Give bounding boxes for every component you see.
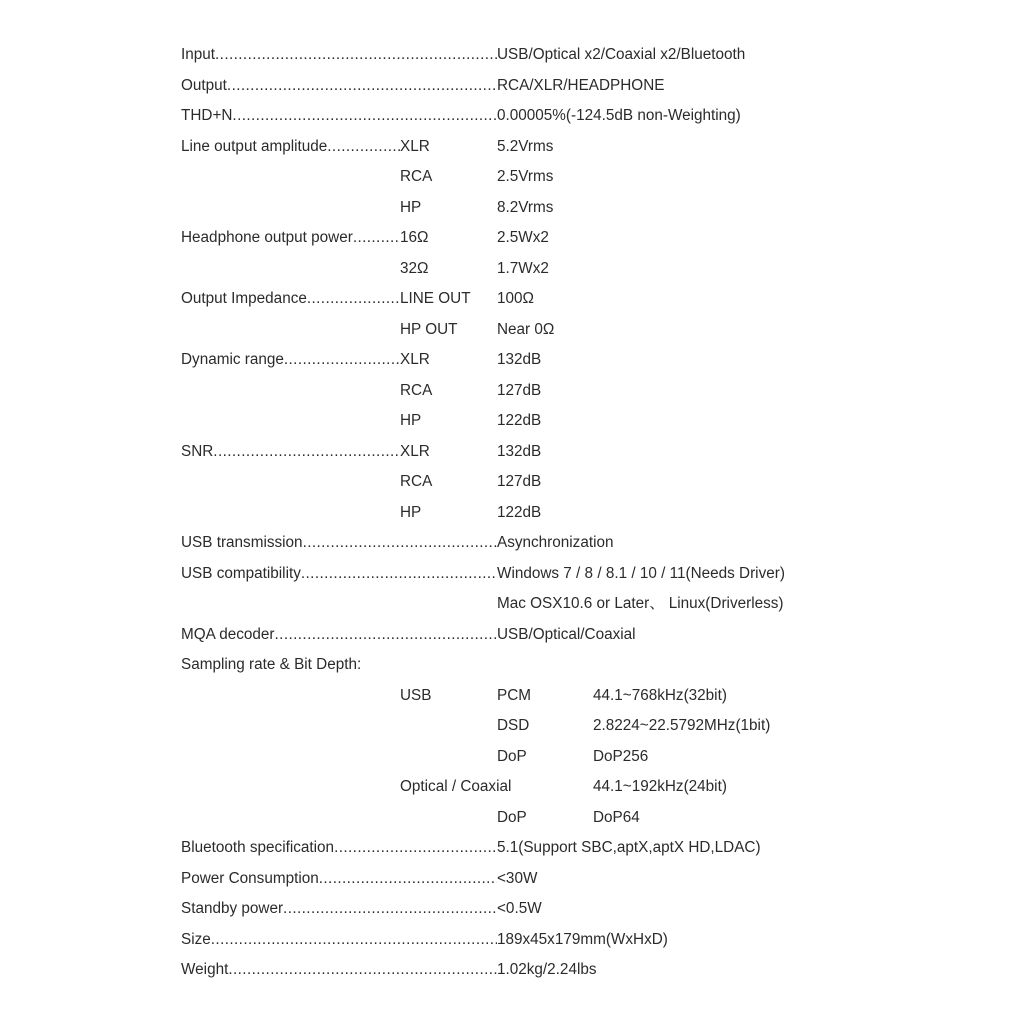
spec-row-output (181, 71, 981, 102)
spec-row-usb-pcm (181, 681, 981, 712)
spec-row-snr-xlr (181, 437, 981, 468)
spec-label: Headphone output power (181, 229, 353, 246)
spec-label: Line output amplitude (181, 137, 328, 155)
spec-row-weight (181, 955, 981, 986)
spec-subkey: HP (400, 503, 422, 521)
dot-leader (211, 925, 497, 956)
spec-row-usb-compat (181, 559, 981, 590)
spec-value: <30W (497, 869, 538, 887)
spec-value: DoP256 (593, 747, 649, 765)
spec-label-leader (181, 40, 497, 71)
spec-label: Weight (181, 961, 229, 978)
spec-label-leader (181, 559, 497, 590)
spec-label-leader (181, 955, 497, 986)
spec-row-usb-dsd (181, 711, 981, 742)
spec-value: 1.7Wx2 (497, 259, 549, 277)
spec-value: Windows 7 / 8 / 8.1 / 10 / 11(Needs Driver) (497, 564, 785, 582)
spec-row-power-consumption (181, 864, 981, 895)
spec-value: 2.8224~22.5792MHz(1bit) (593, 717, 771, 734)
spec-value: 0.00005%(-124.5dB non-Weighting) (497, 107, 741, 124)
spec-label: USB transmission (181, 534, 303, 551)
spec-row-line-out-xlr (181, 132, 981, 163)
spec-label: THD+N (181, 107, 233, 124)
spec-row-snr-rca (181, 467, 981, 498)
spec-row-opt-coax-dop (181, 803, 981, 834)
spec-value: Mac OSX10.6 or Later、 Linux(Driverless) (497, 595, 784, 612)
spec-label: Standby power (181, 900, 284, 917)
spec-row-dyn-range-hp (181, 406, 981, 437)
spec-format: DSD (497, 717, 530, 734)
spec-row-standby-power (181, 894, 981, 925)
dot-leader (275, 620, 497, 651)
spec-subkey: XLR (400, 442, 430, 460)
spec-label: Size (181, 930, 211, 948)
spec-value: 2.5Wx2 (497, 229, 549, 246)
spec-label: SNR (181, 442, 214, 460)
spec-value: 127dB (497, 473, 542, 490)
spec-label-leader (181, 894, 497, 925)
spec-row-imp-hp-out (181, 315, 981, 346)
spec-row-dyn-range-rca (181, 376, 981, 407)
spec-value: 5.2Vrms (497, 137, 554, 155)
spec-subkey: RCA (400, 168, 433, 185)
dot-leader (353, 223, 400, 254)
spec-row-bluetooth-spec (181, 833, 981, 864)
spec-format: DoP (497, 808, 527, 826)
spec-label: USB compatibility (181, 564, 301, 582)
spec-value: 132dB (497, 442, 542, 460)
spec-label: Input (181, 46, 216, 63)
spec-format: PCM (497, 686, 531, 704)
spec-subkey: HP (400, 198, 422, 216)
spec-value: 44.1~192kHz(24bit) (593, 778, 727, 795)
spec-value: 122dB (497, 503, 542, 521)
spec-value: RCA/XLR/HEADPHONE (497, 76, 665, 94)
spec-value: 8.2Vrms (497, 198, 554, 216)
spec-row-mqa-decoder (181, 620, 981, 651)
dot-leader (319, 864, 497, 895)
spec-row-dyn-range-xlr (181, 345, 981, 376)
spec-row-line-out-rca (181, 162, 981, 193)
spec-subkey: HP (400, 412, 422, 429)
spec-label: Output (181, 76, 227, 94)
spec-label-leader (181, 223, 400, 254)
spec-subkey: Optical / Coaxial (400, 778, 512, 795)
spec-row-imp-line-out (181, 284, 981, 315)
dot-leader (327, 132, 400, 163)
spec-label-leader (181, 864, 497, 895)
spec-value: DoP64 (593, 808, 640, 826)
spec-subkey: 32Ω (400, 259, 429, 277)
spec-subkey: USB (400, 686, 432, 704)
spec-row-snr-hp (181, 498, 981, 529)
spec-label-leader (181, 284, 400, 315)
specification-list (181, 40, 981, 986)
spec-row-opt-coax (181, 772, 981, 803)
dot-leader (232, 101, 497, 132)
spec-row-usb-dop (181, 742, 981, 773)
spec-label: Sampling rate & Bit Depth: (181, 656, 362, 673)
spec-value: USB/Optical/Coaxial (497, 625, 636, 643)
dot-leader (215, 40, 497, 71)
spec-row-hp-power-32 (181, 254, 981, 285)
dot-leader (303, 528, 497, 559)
spec-value: 189x45x179mm(WxHxD) (497, 930, 668, 948)
spec-label-leader (181, 101, 497, 132)
spec-format: DoP (497, 747, 527, 765)
spec-value: 1.02kg/2.24lbs (497, 961, 597, 978)
spec-row-line-out-hp (181, 193, 981, 224)
spec-row-usb-compat-2 (181, 589, 981, 620)
spec-label: Output Impedance (181, 290, 307, 307)
spec-label: Power Consumption (181, 869, 319, 887)
spec-value: 44.1~768kHz(32bit) (593, 686, 727, 704)
spec-value: <0.5W (497, 900, 542, 917)
spec-value: 127dB (497, 381, 542, 399)
dot-leader (307, 284, 400, 315)
spec-label-leader (181, 833, 497, 864)
spec-row-size (181, 925, 981, 956)
spec-subkey: LINE OUT (400, 290, 471, 307)
spec-subkey: RCA (400, 381, 433, 399)
spec-value: 2.5Vrms (497, 168, 554, 185)
spec-label-leader (181, 925, 497, 956)
dot-leader (227, 71, 497, 102)
spec-subkey: XLR (400, 137, 430, 155)
spec-label-leader (181, 437, 400, 468)
dot-leader (213, 437, 400, 468)
spec-row-hp-power-16 (181, 223, 981, 254)
dot-leader (228, 955, 497, 986)
spec-label-leader (181, 132, 400, 163)
spec-label: Dynamic range (181, 351, 284, 368)
spec-subkey: HP OUT (400, 320, 458, 338)
dot-leader (334, 833, 497, 864)
spec-value: 132dB (497, 351, 542, 368)
spec-row-input (181, 40, 981, 71)
spec-value: Asynchronization (497, 534, 614, 551)
spec-value: 5.1(Support SBC,aptX,aptX HD,LDAC) (497, 839, 761, 856)
dot-leader (284, 345, 400, 376)
spec-value: 122dB (497, 412, 542, 429)
spec-row-usb-transmission (181, 528, 981, 559)
dot-leader (283, 894, 497, 925)
spec-subkey: XLR (400, 351, 430, 368)
spec-row-sampling-heading (181, 650, 981, 681)
spec-subkey: RCA (400, 473, 433, 490)
spec-label-leader (181, 620, 497, 651)
spec-label-leader (181, 345, 400, 376)
spec-label-leader (181, 528, 497, 559)
spec-value: Near 0Ω (497, 320, 555, 338)
spec-subkey: 16Ω (400, 229, 429, 246)
dot-leader (301, 559, 497, 590)
spec-row-thd-n (181, 101, 981, 132)
spec-label: Bluetooth specification (181, 839, 335, 856)
spec-label: MQA decoder (181, 625, 275, 643)
spec-label-leader (181, 71, 497, 102)
spec-value: USB/Optical x2/Coaxial x2/Bluetooth (497, 46, 746, 63)
spec-value: 100Ω (497, 290, 534, 307)
